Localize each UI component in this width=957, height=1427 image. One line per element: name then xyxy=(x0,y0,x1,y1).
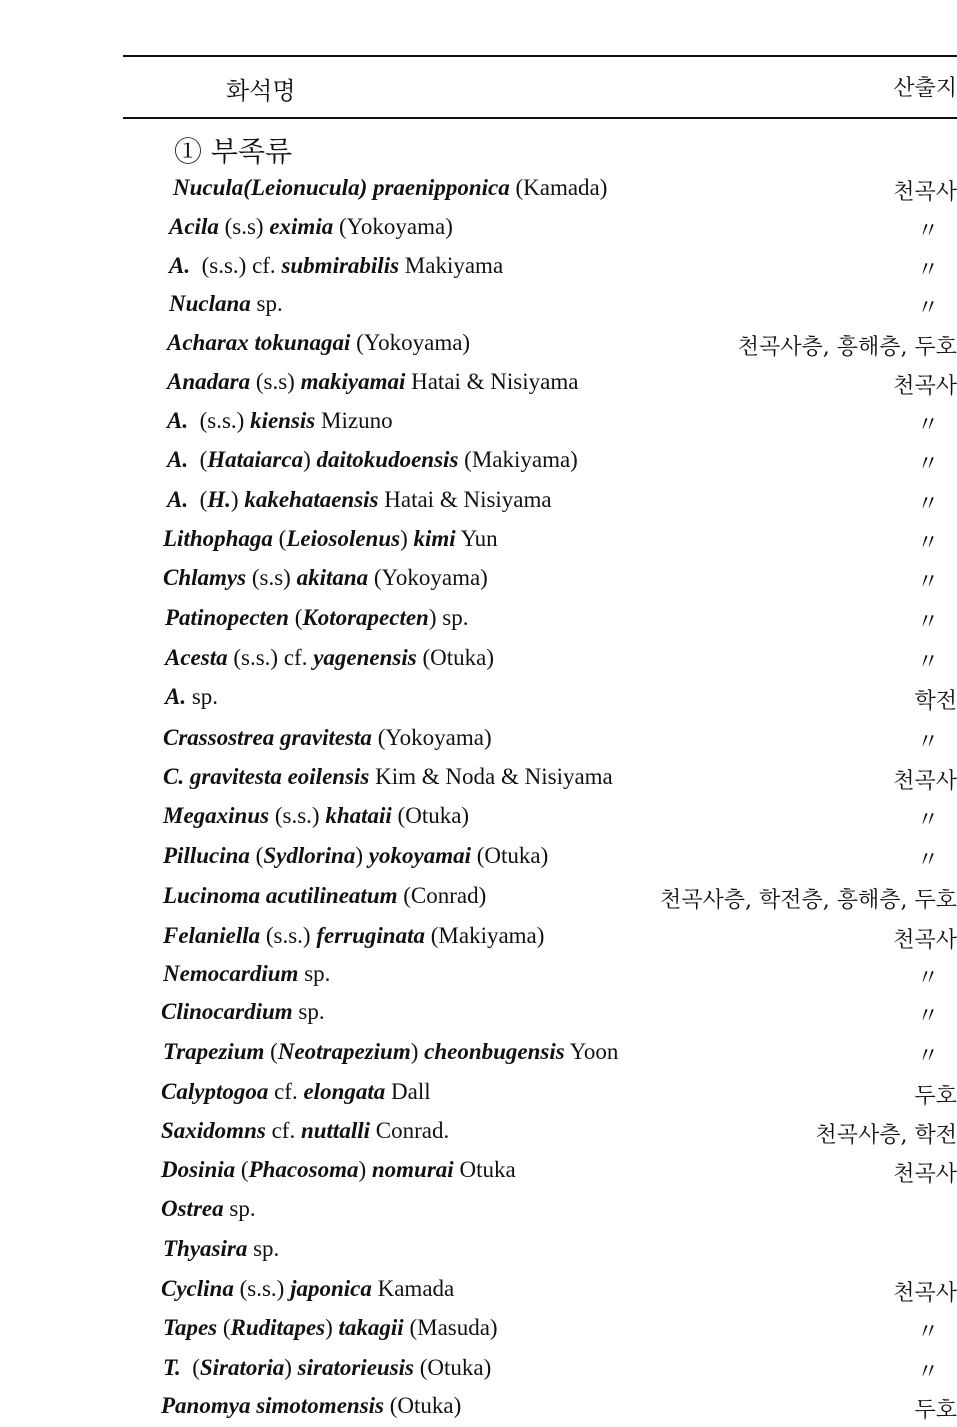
taxon-part-plain: Yoon xyxy=(565,1039,619,1064)
taxon-part-italic: Kotorapecten xyxy=(302,605,429,630)
taxon-part-italic: T. xyxy=(163,1355,181,1380)
taxon-part-plain: ( xyxy=(188,487,207,512)
species-name xyxy=(161,999,325,1025)
taxon-part-italic: Nucula(Leionucula) xyxy=(173,175,367,200)
taxon-part-plain: (s.s) xyxy=(219,214,269,239)
locality: 〃 xyxy=(917,725,939,756)
species-name xyxy=(167,408,393,434)
taxon-part-italic: C. gravitesta eoilensis xyxy=(163,764,369,789)
fossil-row xyxy=(0,1276,957,1310)
fossil-row xyxy=(0,1157,957,1191)
taxon-part-italic: Pillucina xyxy=(163,843,250,868)
taxon-part-plain: Yun xyxy=(456,526,498,551)
fossil-row xyxy=(0,1393,957,1427)
species-name xyxy=(163,923,544,949)
taxon-part-italic: Leiosolenus xyxy=(286,526,400,551)
species-name xyxy=(169,214,453,240)
locality: 〃 xyxy=(917,961,939,992)
taxon-part-plain: sp. xyxy=(186,684,218,709)
taxon-part-plain: (s.s.) xyxy=(269,803,325,828)
taxon-part-plain: Makiyama xyxy=(399,253,503,278)
taxon-part-plain: Otuka xyxy=(454,1157,516,1182)
fossil-row xyxy=(0,175,957,209)
taxon-part-plain: (s.s.) cf. xyxy=(190,253,281,278)
locality: 〃 xyxy=(917,843,939,874)
locality: 천곡사 xyxy=(893,1157,957,1188)
taxon-part-italic: H. xyxy=(207,487,231,512)
fossil-row xyxy=(0,999,957,1033)
species-name xyxy=(163,961,330,987)
taxon-part-italic: kakehataensis xyxy=(244,487,378,512)
species-name xyxy=(161,1157,516,1183)
locality: 〃 xyxy=(917,565,939,596)
taxon-part-plain: ( xyxy=(273,526,286,551)
locality: 〃 xyxy=(917,1355,939,1386)
taxon-part-plain: (Yokoyama) xyxy=(333,214,453,239)
taxon-part-italic: Felaniella xyxy=(163,923,260,948)
fossil-row xyxy=(0,1039,957,1073)
column-header-fossil-name: 화석명 xyxy=(226,71,296,106)
species-name xyxy=(161,1276,454,1302)
species-name xyxy=(163,883,486,909)
taxon-part-plain: (Otuka) xyxy=(471,843,548,868)
taxon-part-italic: nuttalli xyxy=(301,1118,370,1143)
locality: 두호 xyxy=(914,1393,957,1424)
species-name xyxy=(163,1039,618,1065)
species-name xyxy=(163,1315,498,1341)
fossil-row xyxy=(0,408,957,442)
locality: 천곡사 xyxy=(893,923,957,954)
taxon-part-italic: Chlamys xyxy=(163,565,246,590)
fossil-row xyxy=(0,883,957,917)
fossil-row xyxy=(0,605,957,639)
taxon-part-italic: Panomya simotomensis xyxy=(161,1393,384,1418)
taxon-part-plain: ) xyxy=(411,1039,424,1064)
taxon-part-italic: akitana xyxy=(297,565,369,590)
locality: 〃 xyxy=(917,605,939,636)
taxon-part-plain: (Otuka) xyxy=(384,1393,461,1418)
taxon-part-italic: Cyclina xyxy=(161,1276,234,1301)
locality: 천곡사 xyxy=(893,1276,957,1307)
taxon-part-italic: kiensis xyxy=(250,408,315,433)
taxon-part-plain: ( xyxy=(181,1355,200,1380)
fossil-row xyxy=(0,253,957,287)
column-header-locality: 산출지 xyxy=(871,71,957,102)
taxon-part-italic: submirabilis xyxy=(281,253,399,278)
taxon-part-italic: Acila xyxy=(169,214,219,239)
taxon-part-italic: cheonbugensis xyxy=(424,1039,565,1064)
fossil-row xyxy=(0,369,957,403)
taxon-part-italic: Anadara xyxy=(167,369,250,394)
taxon-part-italic: elongata xyxy=(303,1079,385,1104)
locality: 〃 xyxy=(917,1315,939,1346)
taxon-part-italic: Saxidomns xyxy=(161,1118,266,1143)
taxon-part-plain: ) xyxy=(284,1355,297,1380)
species-name xyxy=(163,803,469,829)
taxon-part-plain: Hatai & Nisiyama xyxy=(405,369,578,394)
section-title-bivalvia: ① 부족류 xyxy=(174,130,292,170)
species-name xyxy=(163,725,492,751)
taxon-part-italic: Ostrea xyxy=(161,1196,224,1221)
species-name xyxy=(161,1393,461,1419)
taxon-part-plain: sp. xyxy=(298,961,330,986)
taxon-part-plain: ( xyxy=(235,1157,248,1182)
taxon-part-plain: (s.s) xyxy=(246,565,296,590)
taxon-part-italic: Nemocardium xyxy=(163,961,298,986)
fossil-row xyxy=(0,684,957,718)
taxon-part-italic: Acharax tokunagai xyxy=(167,330,350,355)
taxon-part-italic: A. xyxy=(167,487,188,512)
taxon-part-italic: Clinocardium xyxy=(161,999,293,1024)
taxon-part-plain: sp. xyxy=(224,1196,256,1221)
taxon-part-plain: ( xyxy=(188,447,207,472)
taxon-part-plain: cf. xyxy=(266,1118,301,1143)
taxon-part-italic: makiyamai xyxy=(301,369,406,394)
taxon-part-italic: Sydlorina xyxy=(263,843,355,868)
taxon-part-plain: (s.s) xyxy=(250,369,300,394)
species-name xyxy=(165,645,494,671)
fossil-row xyxy=(0,447,957,481)
species-name xyxy=(167,330,470,356)
locality: 〃 xyxy=(917,1039,939,1070)
species-name xyxy=(167,487,552,513)
taxon-part-plain: ) xyxy=(400,526,413,551)
taxon-part-plain: Kamada xyxy=(372,1276,454,1301)
taxon-part-italic: A. xyxy=(169,253,190,278)
taxon-part-italic: japonica xyxy=(290,1276,372,1301)
taxon-part-italic: Phacosoma xyxy=(249,1157,359,1182)
fossil-row xyxy=(0,1355,957,1389)
taxon-part-plain: (Yokoyama) xyxy=(372,725,492,750)
taxon-part-italic: A. xyxy=(167,408,188,433)
fossil-row xyxy=(0,725,957,759)
locality: 천곡사층, 학전 xyxy=(816,1118,957,1149)
taxon-part-italic: Patinopecten xyxy=(165,605,289,630)
fossil-row xyxy=(0,1315,957,1349)
taxon-part-italic: Nuclana xyxy=(169,291,251,316)
taxon-part-italic: daitokudoensis xyxy=(317,447,459,472)
fossil-row xyxy=(0,1236,957,1270)
locality: 〃 xyxy=(917,645,939,676)
taxon-part-plain: ( xyxy=(217,1315,230,1340)
taxon-part-italic: Calyptogoa xyxy=(161,1079,268,1104)
fossil-row xyxy=(0,214,957,248)
taxon-part-plain: (Masuda) xyxy=(404,1315,498,1340)
species-name xyxy=(163,764,613,790)
locality: 〃 xyxy=(917,999,939,1030)
taxon-part-plain: sp. xyxy=(247,1236,279,1261)
taxon-part-italic: nomurai xyxy=(372,1157,454,1182)
taxon-part-plain: (Otuka) xyxy=(417,645,494,670)
fossil-row xyxy=(0,843,957,877)
fossil-row xyxy=(0,923,957,957)
taxon-part-italic: Crassostrea gravitesta xyxy=(163,725,372,750)
taxon-part-plain: Dall xyxy=(385,1079,430,1104)
taxon-part-plain: ( xyxy=(250,843,263,868)
species-name xyxy=(161,1118,449,1144)
fossil-row xyxy=(0,526,957,560)
locality: 〃 xyxy=(917,291,939,322)
locality: 〃 xyxy=(917,408,939,439)
taxon-part-plain: ) xyxy=(355,843,368,868)
taxon-part-plain: ) xyxy=(325,1315,338,1340)
taxon-part-plain: (Yokoyama) xyxy=(368,565,488,590)
species-name xyxy=(167,369,578,395)
fossil-row xyxy=(0,565,957,599)
locality: 천곡사 xyxy=(893,764,957,795)
taxon-part-italic: A. xyxy=(167,447,188,472)
taxon-part-plain: (Makiyama) xyxy=(425,923,544,948)
species-name xyxy=(163,565,488,591)
fossil-row xyxy=(0,1079,957,1113)
species-name xyxy=(163,843,548,869)
species-name xyxy=(163,526,498,552)
species-name xyxy=(169,253,503,279)
taxon-part-italic: Ruditapes xyxy=(231,1315,326,1340)
taxon-part-italic: takagii xyxy=(339,1315,404,1340)
fossil-row xyxy=(0,803,957,837)
taxon-part-plain: (Kamada) xyxy=(510,175,608,200)
taxon-part-plain: Mizuno xyxy=(315,408,392,433)
locality: 천곡사층, 학전층, 흥해층, 두호 xyxy=(660,883,957,914)
species-name xyxy=(173,175,607,201)
locality: 〃 xyxy=(917,526,939,557)
taxon-part-plain: (Otuka) xyxy=(392,803,469,828)
taxon-part-italic: praenipponica xyxy=(373,175,510,200)
fossil-row xyxy=(0,645,957,679)
taxon-part-italic: Neotrapezium xyxy=(278,1039,411,1064)
species-name xyxy=(161,1079,431,1105)
taxon-part-italic: Hataiarca xyxy=(207,447,303,472)
species-name xyxy=(169,291,283,317)
species-name xyxy=(165,605,468,631)
locality: 천곡사층, 흥해층, 두호 xyxy=(738,330,957,361)
taxon-part-italic: Lucinoma acutilineatum xyxy=(163,883,398,908)
taxon-part-italic: eximia xyxy=(269,214,333,239)
species-name xyxy=(163,1236,279,1262)
table-top-rule xyxy=(123,55,957,57)
locality: 천곡사 xyxy=(893,175,957,206)
locality: 〃 xyxy=(917,253,939,284)
fossil-row xyxy=(0,1196,957,1230)
taxon-part-italic: Acesta xyxy=(165,645,228,670)
taxon-part-plain: ( xyxy=(264,1039,277,1064)
taxon-part-italic: Megaxinus xyxy=(163,803,269,828)
taxon-part-italic: siratorieusis xyxy=(298,1355,414,1380)
taxon-part-plain: (s.s.) xyxy=(188,408,250,433)
taxon-part-plain: Conrad. xyxy=(370,1118,449,1143)
taxon-part-italic: yagenensis xyxy=(313,645,417,670)
taxon-part-plain: (s.s.) cf. xyxy=(228,645,314,670)
taxon-part-plain: Hatai & Nisiyama xyxy=(379,487,552,512)
locality: 〃 xyxy=(917,803,939,834)
taxon-part-italic: A. xyxy=(165,684,186,709)
taxon-part-italic: Trapezium xyxy=(163,1039,264,1064)
table-header-rule xyxy=(123,117,957,119)
taxon-part-plain: cf. xyxy=(268,1079,303,1104)
taxon-part-plain: ) sp. xyxy=(429,605,469,630)
taxon-part-plain: sp. xyxy=(251,291,283,316)
taxon-part-italic: Thyasira xyxy=(163,1236,247,1261)
taxon-part-plain: ) xyxy=(231,487,244,512)
taxon-part-plain: ) xyxy=(303,447,316,472)
locality: 〃 xyxy=(917,214,939,245)
taxon-part-plain: ( xyxy=(289,605,302,630)
fossil-row xyxy=(0,487,957,521)
taxon-part-plain: (Makiyama) xyxy=(458,447,577,472)
taxon-part-plain: (s.s.) xyxy=(234,1276,290,1301)
taxon-part-plain: (Otuka) xyxy=(414,1355,491,1380)
species-name xyxy=(163,1355,491,1381)
taxon-part-plain: ) xyxy=(358,1157,371,1182)
taxon-part-italic: yokoyamai xyxy=(369,843,471,868)
locality: 천곡사 xyxy=(893,369,957,400)
taxon-part-italic: Tapes xyxy=(163,1315,217,1340)
fossil-row xyxy=(0,330,957,364)
locality: 〃 xyxy=(917,447,939,478)
taxon-part-italic: ferruginata xyxy=(316,923,425,948)
species-name xyxy=(165,684,218,710)
species-name xyxy=(161,1196,256,1222)
taxon-part-italic: Siratoria xyxy=(200,1355,284,1380)
taxon-part-italic: Lithophaga xyxy=(163,526,273,551)
taxon-part-plain: (s.s.) xyxy=(260,923,316,948)
species-name xyxy=(167,447,578,473)
fossil-row xyxy=(0,764,957,798)
fossil-row xyxy=(0,291,957,325)
fossil-row xyxy=(0,961,957,995)
taxon-part-italic: kimi xyxy=(414,526,456,551)
taxon-part-plain: (Yokoyama) xyxy=(350,330,470,355)
locality: 두호 xyxy=(914,1079,957,1110)
fossil-row xyxy=(0,1118,957,1152)
taxon-part-italic: khataii xyxy=(325,803,391,828)
locality: 〃 xyxy=(917,487,939,518)
taxon-part-plain: (Conrad) xyxy=(398,883,487,908)
taxon-part-plain: sp. xyxy=(293,999,325,1024)
locality: 학전 xyxy=(914,684,957,715)
taxon-part-italic: Dosinia xyxy=(161,1157,235,1182)
taxon-part-plain: Kim & Noda & Nisiyama xyxy=(369,764,612,789)
